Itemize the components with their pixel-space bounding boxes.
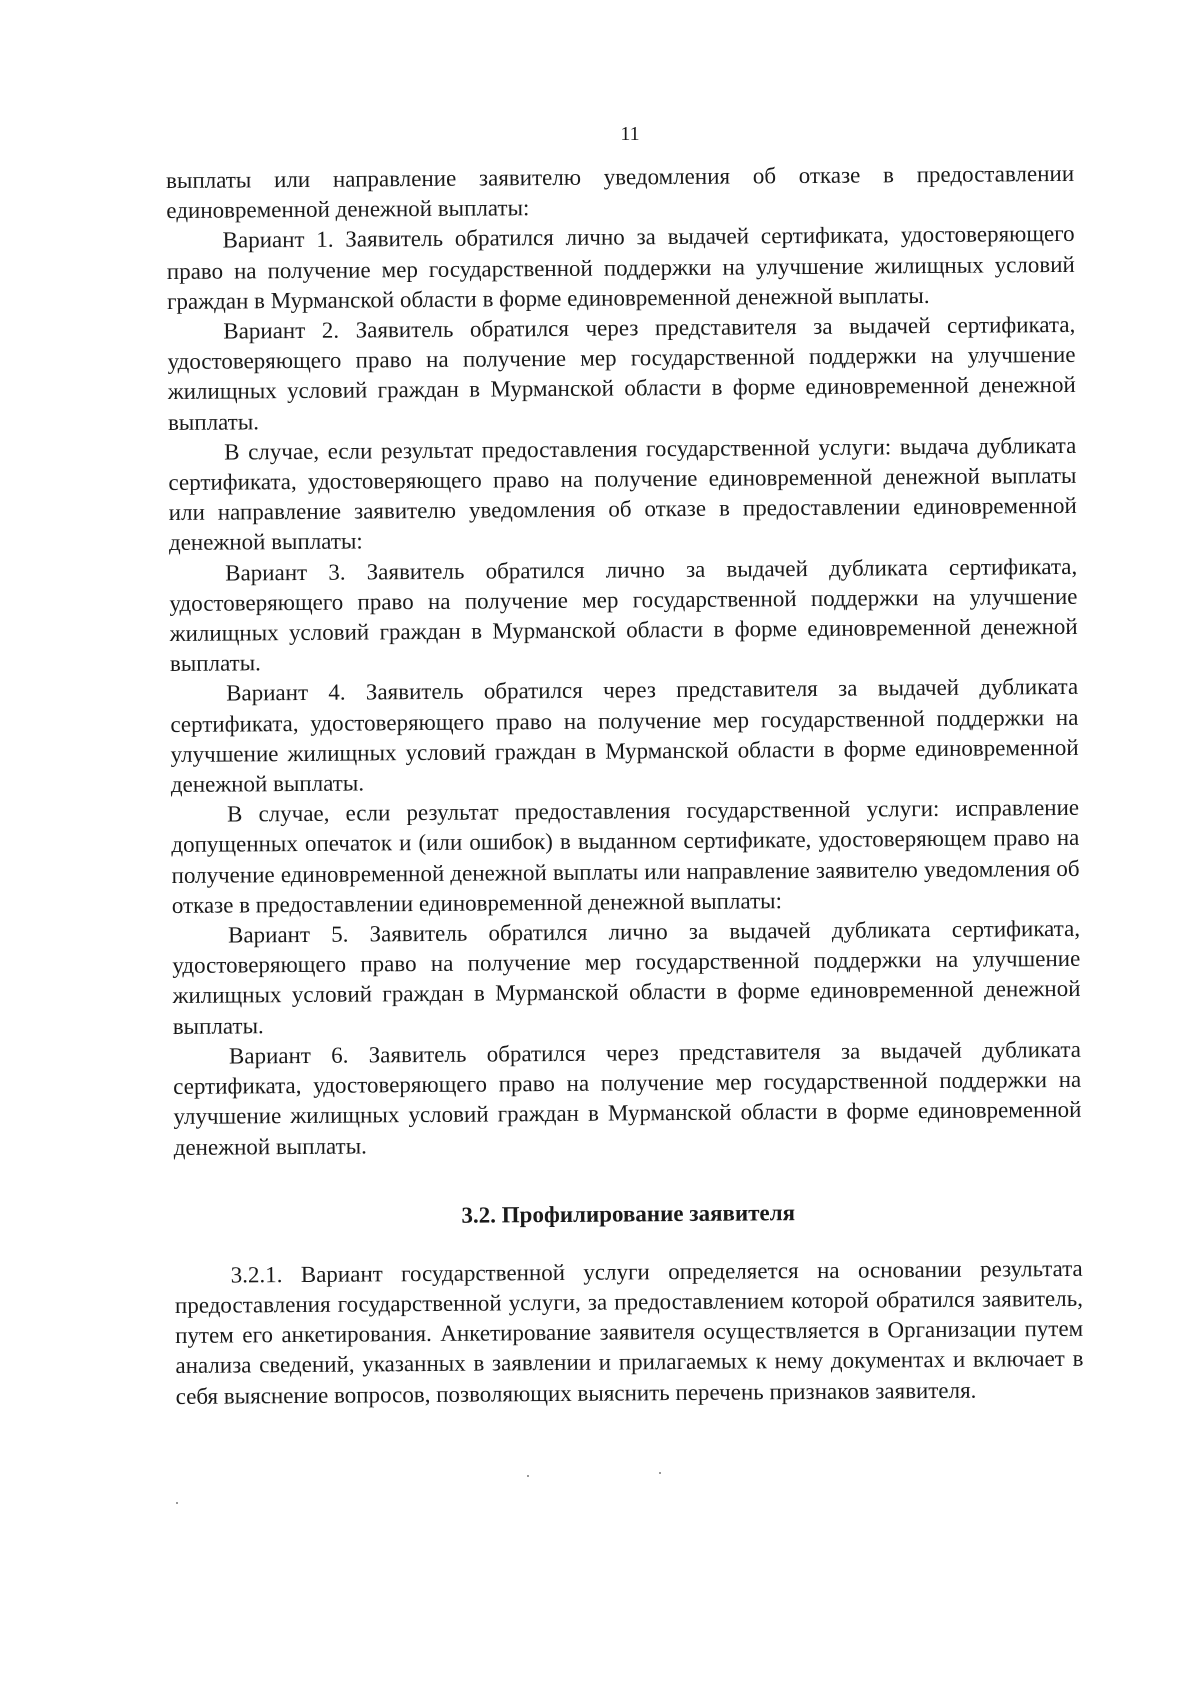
paragraph-case-duplicate: В случае, если результат предоставления государственной услуги: выдача дубликата сертификата, удостоверяющего право на получение единовременной денежной выплаты или направление заявителю уведомления об отказе в предоставлении единовременной денежной выплаты: [168,432,1077,556]
section-heading: 3.2. Профилирование заявителя [461,1199,796,1228]
paragraph-variant-3: Вариант 3. Заявитель обратился лично за выдачей дубликата сертификата, удостоверяющего право на получение мер государственной поддержки на улучшение жилищных условий граждан в Мурманской области в форме единовременной денежной выплаты. [169,553,1078,677]
scan-speck [659,1472,661,1474]
paragraph-3-2-1: 3.2.1. Вариант государственной услуги определяется на основании результата предоставления государственной услуги, за предоставлением которой обратился заявитель, путем его анкетирования. Анкетирование заявителя осуществляется в Организации путем анализа сведений, указанных в заявлении и прилагаемых к нему документах и включает в себя выяснение вопросов, позволяющих выяснить перечень признаков заявителя. [174,1255,1084,1409]
paragraph-variant-4: Вариант 4. Заявитель обратился через представителя за выдачей дубликата сертификата, удостоверяющего право на получение мер государственной поддержки на улучшение жилищных условий граждан в Мурманской области в форме единовременной денежной выплаты. [170,674,1079,798]
document-body [166,159,1084,1412]
paragraph-case-correction: В случае, если результат предоставления государственной услуги: исправление допущенных опечаток и (или ошибок) в выданном сертификате, удостоверяющем право на получение единовременной денежной выплаты или направление заявителю уведомления об отказе в предоставлении единовременной денежной выплаты: [171,795,1080,918]
paragraph-continuation: выплаты или направление заявителю уведомления об отказе в предоставлении единовременной денежной выплаты: [166,160,1075,224]
paragraph-variant-6: Вариант 6. Заявитель обратился через представителя за выдачей дубликата сертификата, удостоверяющего право на получение мер государственной поддержки на улучшение жилищных условий граждан в Мурманской области в форме единовременной денежной выплаты. [173,1036,1082,1160]
page-number: 11 [620,123,640,145]
scan-speck [527,1475,529,1477]
paragraph-variant-2: Вариант 2. Заявитель обратился через представителя за выдачей сертификата, удостоверяющего право на получение мер государственной поддержки на улучшение жилищных условий граждан в Мурманской области в форме единовременной денежной выплаты. [167,311,1076,435]
paragraph-variant-5: Вариант 5. Заявитель обратился лично за выдачей дубликата сертификата, удостоверяющего право на получение мер государственной поддержки на улучшение жилищных условий граждан в Мурманской области в форме единовременной денежной выплаты. [172,915,1081,1039]
scan-speck [176,1502,178,1504]
paragraph-variant-1: Вариант 1. Заявитель обратился лично за выдачей сертификата, удостоверяющего право на получение мер государственной поддержки на улучшение жилищных условий граждан в Мурманской области в форме единовременной денежной выплаты. [166,221,1075,314]
